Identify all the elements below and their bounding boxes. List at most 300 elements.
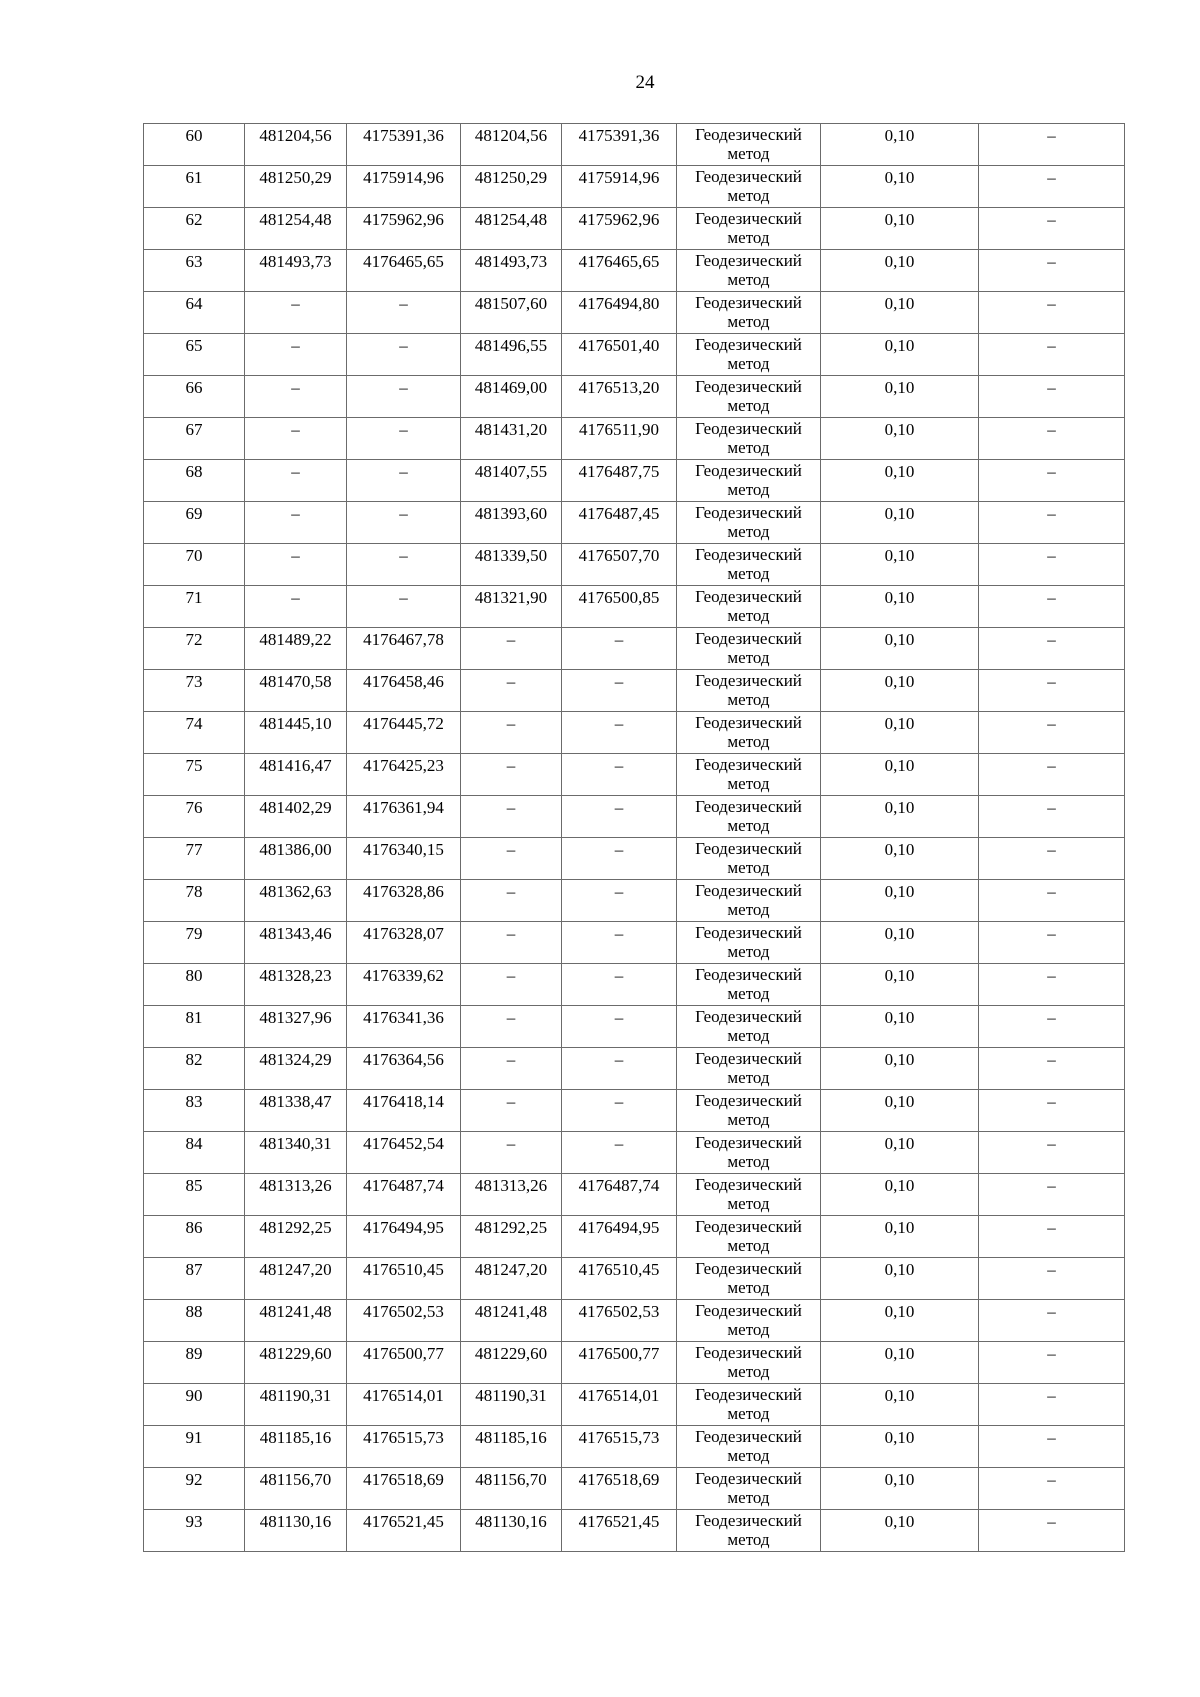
method-cell bbox=[677, 922, 821, 964]
method-line1: Геодезический bbox=[695, 461, 802, 480]
table-row bbox=[144, 1468, 1125, 1510]
y-existing-cell: 4176487,74 bbox=[347, 1174, 461, 1216]
method-cell bbox=[677, 1468, 821, 1510]
x-new-cell: – bbox=[461, 838, 562, 880]
method-cell bbox=[677, 502, 821, 544]
x-new-cell: 481185,16 bbox=[461, 1426, 562, 1468]
method-line2: метод bbox=[727, 774, 770, 793]
table-row bbox=[144, 796, 1125, 838]
accuracy-cell: 0,10 bbox=[821, 334, 979, 376]
y-new-cell: – bbox=[562, 628, 677, 670]
table-row bbox=[144, 1342, 1125, 1384]
point-number-cell: 61 bbox=[144, 166, 245, 208]
method-line2: метод bbox=[727, 816, 770, 835]
note-cell: – bbox=[979, 754, 1125, 796]
x-existing-cell: 481156,70 bbox=[245, 1468, 347, 1510]
method-line2: метод bbox=[727, 228, 770, 247]
x-existing-cell: – bbox=[245, 334, 347, 376]
method-line2: метод bbox=[727, 564, 770, 583]
y-existing-cell: 4176514,01 bbox=[347, 1384, 461, 1426]
y-existing-cell: 4176465,65 bbox=[347, 250, 461, 292]
method-line1: Геодезический bbox=[695, 1049, 802, 1068]
table-row bbox=[144, 922, 1125, 964]
x-existing-cell: 481328,23 bbox=[245, 964, 347, 1006]
method-line2: метод bbox=[727, 438, 770, 457]
y-new-cell: 4176507,70 bbox=[562, 544, 677, 586]
x-new-cell: – bbox=[461, 670, 562, 712]
y-new-cell: – bbox=[562, 1006, 677, 1048]
y-new-cell: – bbox=[562, 670, 677, 712]
method-line1: Геодезический bbox=[695, 1175, 802, 1194]
method-cell bbox=[677, 754, 821, 796]
accuracy-cell: 0,10 bbox=[821, 418, 979, 460]
y-existing-cell: 4176328,86 bbox=[347, 880, 461, 922]
method-cell bbox=[677, 208, 821, 250]
x-new-cell: 481431,20 bbox=[461, 418, 562, 460]
y-existing-cell: 4176510,45 bbox=[347, 1258, 461, 1300]
y-new-cell: 4176518,69 bbox=[562, 1468, 677, 1510]
y-new-cell: – bbox=[562, 880, 677, 922]
y-new-cell: 4175914,96 bbox=[562, 166, 677, 208]
x-new-cell: 481229,60 bbox=[461, 1342, 562, 1384]
method-cell bbox=[677, 964, 821, 1006]
accuracy-cell: 0,10 bbox=[821, 586, 979, 628]
method-line2: метод bbox=[727, 480, 770, 499]
method-cell bbox=[677, 1258, 821, 1300]
note-cell: – bbox=[979, 1006, 1125, 1048]
x-new-cell: – bbox=[461, 1048, 562, 1090]
method-line1: Геодезический bbox=[695, 419, 802, 438]
method-cell bbox=[677, 418, 821, 460]
table-row bbox=[144, 1048, 1125, 1090]
method-cell bbox=[677, 166, 821, 208]
x-new-cell: – bbox=[461, 1090, 562, 1132]
point-number-cell: 74 bbox=[144, 712, 245, 754]
table-row bbox=[144, 292, 1125, 334]
y-existing-cell: 4176418,14 bbox=[347, 1090, 461, 1132]
method-cell bbox=[677, 1132, 821, 1174]
method-line2: метод bbox=[727, 1488, 770, 1507]
accuracy-cell: 0,10 bbox=[821, 1468, 979, 1510]
method-line2: метод bbox=[727, 1236, 770, 1255]
x-existing-cell: – bbox=[245, 586, 347, 628]
point-number-cell: 72 bbox=[144, 628, 245, 670]
note-cell: – bbox=[979, 124, 1125, 166]
point-number-cell: 71 bbox=[144, 586, 245, 628]
x-new-cell: – bbox=[461, 1132, 562, 1174]
y-new-cell: – bbox=[562, 1090, 677, 1132]
coordinates-table-container bbox=[143, 123, 1125, 1552]
y-new-cell: 4175962,96 bbox=[562, 208, 677, 250]
y-existing-cell: – bbox=[347, 586, 461, 628]
table-row bbox=[144, 1510, 1125, 1552]
point-number-cell: 78 bbox=[144, 880, 245, 922]
method-cell bbox=[677, 1216, 821, 1258]
y-new-cell: – bbox=[562, 1132, 677, 1174]
method-cell bbox=[677, 628, 821, 670]
y-new-cell: 4176510,45 bbox=[562, 1258, 677, 1300]
x-existing-cell: 481185,16 bbox=[245, 1426, 347, 1468]
method-line2: метод bbox=[727, 186, 770, 205]
note-cell: – bbox=[979, 502, 1125, 544]
x-existing-cell: 481130,16 bbox=[245, 1510, 347, 1552]
method-cell bbox=[677, 292, 821, 334]
method-line1: Геодезический bbox=[695, 1301, 802, 1320]
method-line1: Геодезический bbox=[695, 965, 802, 984]
accuracy-cell: 0,10 bbox=[821, 964, 979, 1006]
method-line2: метод bbox=[727, 984, 770, 1003]
table-row bbox=[144, 376, 1125, 418]
y-new-cell: 4175391,36 bbox=[562, 124, 677, 166]
accuracy-cell: 0,10 bbox=[821, 1090, 979, 1132]
y-new-cell: 4176487,74 bbox=[562, 1174, 677, 1216]
method-line1: Геодезический bbox=[695, 503, 802, 522]
point-number-cell: 93 bbox=[144, 1510, 245, 1552]
x-new-cell: – bbox=[461, 964, 562, 1006]
note-cell: – bbox=[979, 166, 1125, 208]
table-row bbox=[144, 964, 1125, 1006]
method-cell bbox=[677, 670, 821, 712]
method-cell bbox=[677, 838, 821, 880]
method-cell bbox=[677, 586, 821, 628]
x-existing-cell: 481254,48 bbox=[245, 208, 347, 250]
method-line2: метод bbox=[727, 1110, 770, 1129]
table-row bbox=[144, 1090, 1125, 1132]
note-cell: – bbox=[979, 796, 1125, 838]
method-cell bbox=[677, 124, 821, 166]
x-new-cell: 481241,48 bbox=[461, 1300, 562, 1342]
method-line1: Геодезический bbox=[695, 1259, 802, 1278]
method-cell bbox=[677, 880, 821, 922]
method-cell bbox=[677, 1426, 821, 1468]
x-existing-cell: 481250,29 bbox=[245, 166, 347, 208]
y-existing-cell: 4176502,53 bbox=[347, 1300, 461, 1342]
y-existing-cell: – bbox=[347, 418, 461, 460]
point-number-cell: 91 bbox=[144, 1426, 245, 1468]
method-cell bbox=[677, 334, 821, 376]
point-number-cell: 85 bbox=[144, 1174, 245, 1216]
y-new-cell: 4176500,85 bbox=[562, 586, 677, 628]
method-line2: метод bbox=[727, 942, 770, 961]
point-number-cell: 92 bbox=[144, 1468, 245, 1510]
note-cell: – bbox=[979, 1174, 1125, 1216]
table-row bbox=[144, 544, 1125, 586]
y-new-cell: – bbox=[562, 796, 677, 838]
note-cell: – bbox=[979, 1468, 1125, 1510]
y-existing-cell: 4176445,72 bbox=[347, 712, 461, 754]
table-row bbox=[144, 586, 1125, 628]
accuracy-cell: 0,10 bbox=[821, 628, 979, 670]
x-existing-cell: 481241,48 bbox=[245, 1300, 347, 1342]
accuracy-cell: 0,10 bbox=[821, 544, 979, 586]
point-number-cell: 66 bbox=[144, 376, 245, 418]
method-line2: метод bbox=[727, 1152, 770, 1171]
table-row bbox=[144, 670, 1125, 712]
y-existing-cell: 4176340,15 bbox=[347, 838, 461, 880]
method-line2: метод bbox=[727, 648, 770, 667]
x-existing-cell: 481292,25 bbox=[245, 1216, 347, 1258]
x-existing-cell: – bbox=[245, 418, 347, 460]
table-row bbox=[144, 250, 1125, 292]
x-existing-cell: 481470,58 bbox=[245, 670, 347, 712]
y-new-cell: 4176494,80 bbox=[562, 292, 677, 334]
note-cell: – bbox=[979, 1384, 1125, 1426]
point-number-cell: 68 bbox=[144, 460, 245, 502]
method-line1: Геодезический bbox=[695, 125, 802, 144]
table-row bbox=[144, 628, 1125, 670]
method-cell bbox=[677, 460, 821, 502]
x-existing-cell: – bbox=[245, 292, 347, 334]
y-existing-cell: 4176425,23 bbox=[347, 754, 461, 796]
y-existing-cell: 4176518,69 bbox=[347, 1468, 461, 1510]
table-row bbox=[144, 502, 1125, 544]
y-existing-cell: – bbox=[347, 544, 461, 586]
x-new-cell: 481469,00 bbox=[461, 376, 562, 418]
method-line1: Геодезический bbox=[695, 629, 802, 648]
point-number-cell: 73 bbox=[144, 670, 245, 712]
table-row bbox=[144, 460, 1125, 502]
method-line1: Геодезический bbox=[695, 335, 802, 354]
point-number-cell: 81 bbox=[144, 1006, 245, 1048]
x-new-cell: 481190,31 bbox=[461, 1384, 562, 1426]
note-cell: – bbox=[979, 418, 1125, 460]
note-cell: – bbox=[979, 838, 1125, 880]
method-line1: Геодезический bbox=[695, 377, 802, 396]
table-row bbox=[144, 166, 1125, 208]
point-number-cell: 67 bbox=[144, 418, 245, 460]
y-new-cell: 4176514,01 bbox=[562, 1384, 677, 1426]
point-number-cell: 60 bbox=[144, 124, 245, 166]
x-new-cell: 481496,55 bbox=[461, 334, 562, 376]
y-existing-cell: – bbox=[347, 376, 461, 418]
point-number-cell: 88 bbox=[144, 1300, 245, 1342]
note-cell: – bbox=[979, 292, 1125, 334]
accuracy-cell: 0,10 bbox=[821, 838, 979, 880]
x-existing-cell: 481327,96 bbox=[245, 1006, 347, 1048]
table-row bbox=[144, 124, 1125, 166]
method-line1: Геодезический bbox=[695, 755, 802, 774]
accuracy-cell: 0,10 bbox=[821, 1216, 979, 1258]
x-new-cell: 481339,50 bbox=[461, 544, 562, 586]
x-new-cell: – bbox=[461, 628, 562, 670]
method-cell bbox=[677, 1006, 821, 1048]
accuracy-cell: 0,10 bbox=[821, 1426, 979, 1468]
y-existing-cell: 4176364,56 bbox=[347, 1048, 461, 1090]
accuracy-cell: 0,10 bbox=[821, 880, 979, 922]
x-new-cell: – bbox=[461, 1006, 562, 1048]
point-number-cell: 77 bbox=[144, 838, 245, 880]
note-cell: – bbox=[979, 1132, 1125, 1174]
x-existing-cell: 481386,00 bbox=[245, 838, 347, 880]
accuracy-cell: 0,10 bbox=[821, 1510, 979, 1552]
y-new-cell: 4176487,45 bbox=[562, 502, 677, 544]
x-new-cell: 481247,20 bbox=[461, 1258, 562, 1300]
note-cell: – bbox=[979, 880, 1125, 922]
method-line2: метод bbox=[727, 312, 770, 331]
point-number-cell: 62 bbox=[144, 208, 245, 250]
method-line1: Геодезический bbox=[695, 1007, 802, 1026]
method-line2: метод bbox=[727, 144, 770, 163]
y-existing-cell: 4176467,78 bbox=[347, 628, 461, 670]
table-row bbox=[144, 1300, 1125, 1342]
x-existing-cell: 481313,26 bbox=[245, 1174, 347, 1216]
method-line2: метод bbox=[727, 1320, 770, 1339]
note-cell: – bbox=[979, 1300, 1125, 1342]
x-existing-cell: 481204,56 bbox=[245, 124, 347, 166]
table-row bbox=[144, 1216, 1125, 1258]
point-number-cell: 90 bbox=[144, 1384, 245, 1426]
method-line1: Геодезический bbox=[695, 1385, 802, 1404]
x-new-cell: 481250,29 bbox=[461, 166, 562, 208]
x-new-cell: 481156,70 bbox=[461, 1468, 562, 1510]
x-existing-cell: 481343,46 bbox=[245, 922, 347, 964]
x-new-cell: – bbox=[461, 712, 562, 754]
point-number-cell: 64 bbox=[144, 292, 245, 334]
x-new-cell: – bbox=[461, 796, 562, 838]
y-new-cell: – bbox=[562, 712, 677, 754]
x-new-cell: 481407,55 bbox=[461, 460, 562, 502]
method-cell bbox=[677, 1300, 821, 1342]
method-cell bbox=[677, 250, 821, 292]
x-existing-cell: – bbox=[245, 502, 347, 544]
x-new-cell: 481321,90 bbox=[461, 586, 562, 628]
method-line2: метод bbox=[727, 1068, 770, 1087]
y-new-cell: 4176500,77 bbox=[562, 1342, 677, 1384]
page-number: 24 bbox=[635, 72, 655, 93]
y-existing-cell: 4176494,95 bbox=[347, 1216, 461, 1258]
method-line2: метод bbox=[727, 522, 770, 541]
method-line1: Геодезический bbox=[695, 1469, 802, 1488]
y-new-cell: 4176513,20 bbox=[562, 376, 677, 418]
method-line2: метод bbox=[727, 1404, 770, 1423]
method-line2: метод bbox=[727, 1278, 770, 1297]
point-number-cell: 79 bbox=[144, 922, 245, 964]
point-number-cell: 82 bbox=[144, 1048, 245, 1090]
note-cell: – bbox=[979, 670, 1125, 712]
point-number-cell: 86 bbox=[144, 1216, 245, 1258]
y-existing-cell: 4176341,36 bbox=[347, 1006, 461, 1048]
table-row bbox=[144, 838, 1125, 880]
y-new-cell: 4176465,65 bbox=[562, 250, 677, 292]
accuracy-cell: 0,10 bbox=[821, 1300, 979, 1342]
method-cell bbox=[677, 1174, 821, 1216]
accuracy-cell: 0,10 bbox=[821, 1132, 979, 1174]
y-new-cell: 4176494,95 bbox=[562, 1216, 677, 1258]
method-line1: Геодезический bbox=[695, 839, 802, 858]
x-existing-cell: 481402,29 bbox=[245, 796, 347, 838]
y-new-cell: – bbox=[562, 1048, 677, 1090]
point-number-cell: 65 bbox=[144, 334, 245, 376]
method-cell bbox=[677, 796, 821, 838]
method-line1: Геодезический bbox=[695, 923, 802, 942]
point-number-cell: 87 bbox=[144, 1258, 245, 1300]
note-cell: – bbox=[979, 1342, 1125, 1384]
table-row bbox=[144, 1258, 1125, 1300]
x-new-cell: 481254,48 bbox=[461, 208, 562, 250]
accuracy-cell: 0,10 bbox=[821, 754, 979, 796]
x-existing-cell: 481489,22 bbox=[245, 628, 347, 670]
x-new-cell: 481393,60 bbox=[461, 502, 562, 544]
table-row bbox=[144, 1384, 1125, 1426]
method-line2: метод bbox=[727, 354, 770, 373]
accuracy-cell: 0,10 bbox=[821, 670, 979, 712]
x-existing-cell: – bbox=[245, 544, 347, 586]
note-cell: – bbox=[979, 922, 1125, 964]
accuracy-cell: 0,10 bbox=[821, 712, 979, 754]
x-existing-cell: 481493,73 bbox=[245, 250, 347, 292]
x-existing-cell: 481247,20 bbox=[245, 1258, 347, 1300]
table-row bbox=[144, 334, 1125, 376]
method-line2: метод bbox=[727, 858, 770, 877]
x-existing-cell: 481190,31 bbox=[245, 1384, 347, 1426]
method-cell bbox=[677, 544, 821, 586]
x-existing-cell: 481416,47 bbox=[245, 754, 347, 796]
method-line2: метод bbox=[727, 1026, 770, 1045]
accuracy-cell: 0,10 bbox=[821, 502, 979, 544]
y-existing-cell: 4176328,07 bbox=[347, 922, 461, 964]
x-new-cell: 481204,56 bbox=[461, 124, 562, 166]
accuracy-cell: 0,10 bbox=[821, 376, 979, 418]
note-cell: – bbox=[979, 1510, 1125, 1552]
note-cell: – bbox=[979, 250, 1125, 292]
note-cell: – bbox=[979, 460, 1125, 502]
accuracy-cell: 0,10 bbox=[821, 460, 979, 502]
y-new-cell: – bbox=[562, 838, 677, 880]
y-existing-cell: 4175962,96 bbox=[347, 208, 461, 250]
table-row bbox=[144, 208, 1125, 250]
method-cell bbox=[677, 1342, 821, 1384]
method-line2: метод bbox=[727, 900, 770, 919]
x-new-cell: 481130,16 bbox=[461, 1510, 562, 1552]
x-existing-cell: 481229,60 bbox=[245, 1342, 347, 1384]
x-new-cell: – bbox=[461, 754, 562, 796]
method-line1: Геодезический bbox=[695, 167, 802, 186]
x-existing-cell: 481338,47 bbox=[245, 1090, 347, 1132]
method-cell bbox=[677, 1048, 821, 1090]
note-cell: – bbox=[979, 964, 1125, 1006]
method-cell bbox=[677, 1090, 821, 1132]
accuracy-cell: 0,10 bbox=[821, 1006, 979, 1048]
accuracy-cell: 0,10 bbox=[821, 250, 979, 292]
table-row bbox=[144, 1174, 1125, 1216]
method-line2: метод bbox=[727, 690, 770, 709]
note-cell: – bbox=[979, 1090, 1125, 1132]
x-new-cell: – bbox=[461, 880, 562, 922]
table-row bbox=[144, 880, 1125, 922]
method-line1: Геодезический bbox=[695, 1343, 802, 1362]
point-number-cell: 69 bbox=[144, 502, 245, 544]
method-line1: Геодезический bbox=[695, 881, 802, 900]
method-cell bbox=[677, 376, 821, 418]
note-cell: – bbox=[979, 1426, 1125, 1468]
method-line2: метод bbox=[727, 732, 770, 751]
note-cell: – bbox=[979, 712, 1125, 754]
x-new-cell: 481493,73 bbox=[461, 250, 562, 292]
note-cell: – bbox=[979, 1258, 1125, 1300]
accuracy-cell: 0,10 bbox=[821, 124, 979, 166]
y-existing-cell: 4176515,73 bbox=[347, 1426, 461, 1468]
point-number-cell: 76 bbox=[144, 796, 245, 838]
method-line2: метод bbox=[727, 606, 770, 625]
method-cell bbox=[677, 1384, 821, 1426]
point-number-cell: 63 bbox=[144, 250, 245, 292]
method-line2: метод bbox=[727, 1530, 770, 1549]
x-existing-cell: 481445,10 bbox=[245, 712, 347, 754]
accuracy-cell: 0,10 bbox=[821, 796, 979, 838]
point-number-cell: 75 bbox=[144, 754, 245, 796]
note-cell: – bbox=[979, 208, 1125, 250]
point-number-cell: 83 bbox=[144, 1090, 245, 1132]
